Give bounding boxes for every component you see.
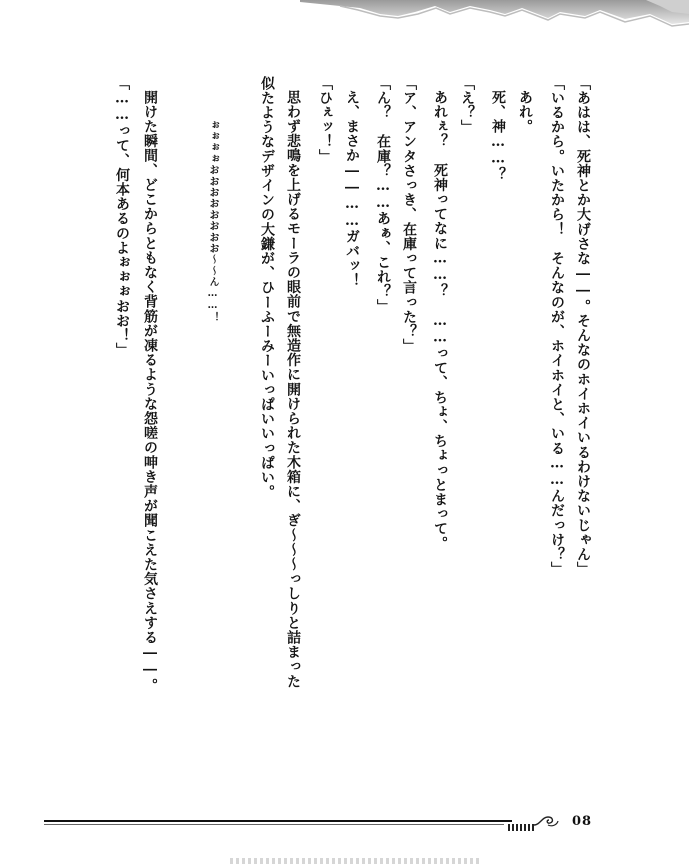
narration-line: 死、神……？ [490,90,506,182]
narration-line: 開けた瞬間、どこからともなく背筋が凍るような怨嗟の呻き声が聞こえた気さえする――。 [142,90,158,693]
dialogue-line: 「ひぇッ！」 [317,76,333,164]
footer-rule [44,820,512,822]
torn-paper-edge [300,0,689,48]
dialogue-line: 「ア、アンタさっき、在庫って言った？」 [401,76,417,354]
narration-line: 思わず悲鳴を上げるモーラの眼前で無造作に開けられた木箱に、ぎ〜〜〜っしりと詰まった [285,90,301,689]
bottom-scan-band [230,858,482,864]
dialogue-line: 「いるから。いたから！ そんなのが、ホイホイと、いる……んだっけ？」 [549,76,565,577]
dialogue-line: 「あはは、死神とか大げさな――。そんなのホイホイいるわけないじゃん」 [575,76,591,577]
dialogue-line: 「ん？ 在庫？……あぁ、これ？」 [375,76,391,314]
narration-line: 似たようなデザインの大鎌が、ひーふーみーいっぱいいっぱい。 [259,76,275,500]
dialogue-line: 「……って、何本あるのよぉぉぉおお！」 [114,76,130,358]
dialogue-line: 「え？」 [459,76,475,135]
page-number: 08 [572,814,593,829]
narration-line: あれぇ？ 死神ってなに……？ ……って、ちょ、ちょっとまって。 [432,90,448,551]
narration-line: え、まさか――……ガバッ！ [344,90,360,288]
moan-line: ぉぉぉぉおおおおおおおお〜〜ん……！ [207,120,218,324]
footer-rule-thin [44,824,504,825]
flourish-ornament-icon [532,811,560,829]
narration-line: あれ。 [517,90,533,134]
